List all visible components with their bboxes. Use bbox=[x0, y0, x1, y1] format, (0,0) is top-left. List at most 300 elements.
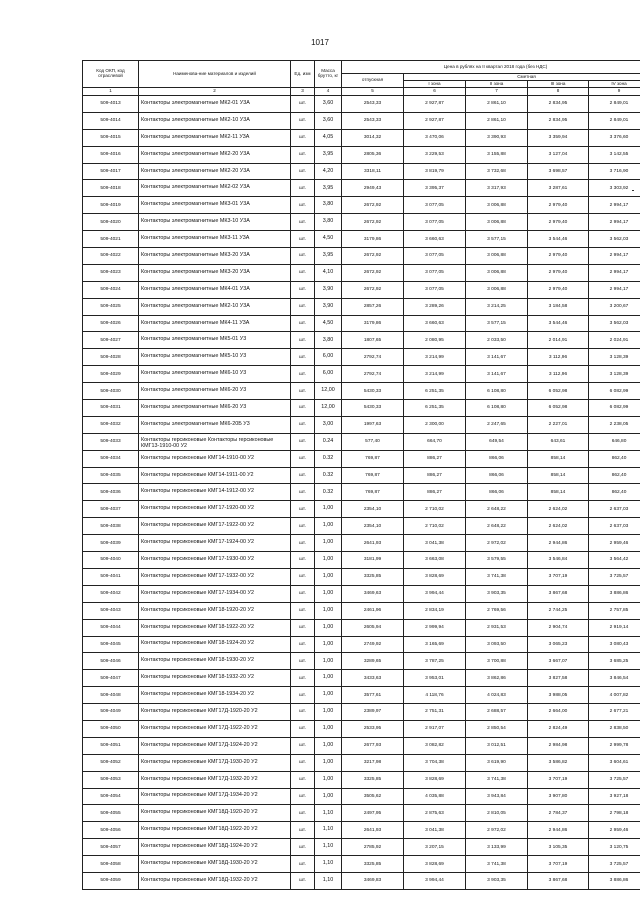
mass-cell: 1,00 bbox=[315, 653, 342, 670]
okp-code-cell: 509-4022 bbox=[83, 248, 139, 265]
zone-2-price-cell: 6 108,80 bbox=[466, 383, 528, 400]
item-name-cell: Контакторы герсиконовые КМГ14-1911-00 У2 bbox=[139, 467, 291, 484]
okp-code-cell: 509-4051 bbox=[83, 737, 139, 754]
zone-3-price-cell: 2 944,86 bbox=[528, 535, 589, 552]
release-price-cell: 2672,92 bbox=[342, 214, 404, 231]
unit-cell: шт. bbox=[291, 433, 315, 450]
zone-3-price-cell: 2 834,95 bbox=[528, 112, 589, 129]
release-price-cell: 5430,33 bbox=[342, 383, 404, 400]
item-name-cell: Контакторы электромагнитные МК2-20 У3А bbox=[139, 163, 291, 180]
release-price-cell: 2672,92 bbox=[342, 197, 404, 214]
mass-cell: 1,10 bbox=[315, 872, 342, 889]
item-name-cell: Контакторы герсиконовые КМГ18-1934-20 У2 bbox=[139, 687, 291, 704]
zone-4-price-cell: 3 562,03 bbox=[589, 315, 640, 332]
okp-code-cell: 509-4041 bbox=[83, 568, 139, 585]
zone-3-price-cell: 3 105,35 bbox=[528, 839, 589, 856]
item-name-cell: Контакторы электромагнитные МК3-20 У3А bbox=[139, 264, 291, 281]
release-price-cell: 1807,65 bbox=[342, 332, 404, 349]
zone-4-price-cell: 4 007,82 bbox=[589, 687, 640, 704]
unit-cell: шт. bbox=[291, 771, 315, 788]
mass-cell: 6,00 bbox=[315, 366, 342, 383]
okp-code-cell: 509-4032 bbox=[83, 416, 139, 433]
okp-code-cell: 509-4035 bbox=[83, 467, 139, 484]
okp-code-cell: 509-4058 bbox=[83, 856, 139, 873]
mass-cell: 3,60 bbox=[315, 112, 342, 129]
zone-4-price-cell: 2 838,50 bbox=[589, 720, 640, 737]
mass-cell: 0.32 bbox=[315, 467, 342, 484]
zone-2-price-cell: 4 024,83 bbox=[466, 687, 528, 704]
mass-cell: 4,20 bbox=[315, 163, 342, 180]
mass-cell: 3,80 bbox=[315, 332, 342, 349]
zone-3-price-cell: 2 979,40 bbox=[528, 197, 589, 214]
release-price-cell: 2389,97 bbox=[342, 704, 404, 721]
okp-code-cell: 509-4030 bbox=[83, 383, 139, 400]
zone-1-price-cell: 2 751,31 bbox=[404, 704, 466, 721]
item-name-cell: Контакторы герсиконовые КМГ17-1922-00 У2 bbox=[139, 518, 291, 535]
unit-cell: шт. bbox=[291, 163, 315, 180]
zone-4-price-cell: 2 994,17 bbox=[589, 281, 640, 298]
zone-3-price-cell: 2 784,37 bbox=[528, 805, 589, 822]
item-name-cell: Контакторы электромагнитные МК6-20Б У3 bbox=[139, 416, 291, 433]
okp-code-cell: 509-4034 bbox=[83, 450, 139, 467]
zone-1-price-cell: 4 035,88 bbox=[404, 788, 466, 805]
column-number: 7 bbox=[466, 88, 528, 96]
zone-2-price-cell: 2 972,02 bbox=[466, 822, 528, 839]
zone-4-price-cell: 6 082,99 bbox=[589, 383, 640, 400]
release-price-cell: 1997,63 bbox=[342, 416, 404, 433]
item-name-cell: Контакторы герсиконовые КМГ18-1932-20 У2 bbox=[139, 670, 291, 687]
unit-cell: шт. bbox=[291, 822, 315, 839]
unit-cell: шт. bbox=[291, 383, 315, 400]
zone-3-price-cell: 2 624,02 bbox=[528, 518, 589, 535]
zone-3-price-cell: 2 944,86 bbox=[528, 822, 589, 839]
okp-code-cell: 509-4040 bbox=[83, 552, 139, 569]
release-price-cell: 769,87 bbox=[342, 450, 404, 467]
unit-cell: шт. bbox=[291, 839, 315, 856]
okp-code-cell: 509-4016 bbox=[83, 146, 139, 163]
unit-cell: шт. bbox=[291, 231, 315, 248]
okp-code-cell: 509-4047 bbox=[83, 670, 139, 687]
table-row bbox=[83, 552, 640, 569]
mass-cell: 1,00 bbox=[315, 788, 342, 805]
table-row bbox=[83, 602, 640, 619]
zone-1-price-cell: 3 787,25 bbox=[404, 653, 466, 670]
release-price-cell: 2354,10 bbox=[342, 518, 404, 535]
zone-1-price-cell: 3 828,69 bbox=[404, 568, 466, 585]
table-row bbox=[83, 805, 640, 822]
unit-cell: шт. bbox=[291, 602, 315, 619]
zone-4-price-cell: 2 849,01 bbox=[589, 96, 640, 113]
zone-3-price-cell: 3 827,58 bbox=[528, 670, 589, 687]
zone-2-price-cell: 2 769,56 bbox=[466, 602, 528, 619]
zone-3-price-cell: 3 707,19 bbox=[528, 771, 589, 788]
table-row bbox=[83, 231, 640, 248]
zone-2-price-cell: 3 732,68 bbox=[466, 163, 528, 180]
zone-3-price-cell: 3 867,68 bbox=[528, 872, 589, 889]
table-header bbox=[83, 61, 640, 96]
unit-cell: шт. bbox=[291, 704, 315, 721]
item-name-cell: Контакторы электромагнитные МК2-10 У3А bbox=[139, 298, 291, 315]
release-price-cell: 2805,36 bbox=[342, 146, 404, 163]
mass-cell: 1,10 bbox=[315, 822, 342, 839]
unit-cell: шт. bbox=[291, 315, 315, 332]
item-name-cell: Контакторы герсиконовые КМГ17Д-1930-20 У2 bbox=[139, 754, 291, 771]
unit-cell: шт. bbox=[291, 501, 315, 518]
unit-cell: шт. bbox=[291, 349, 315, 366]
unit-cell: шт. bbox=[291, 585, 315, 602]
item-name-cell: Контакторы герсиконовые КМГ17Д-1932-20 У2 bbox=[139, 771, 291, 788]
zone-3-price-cell: 6 052,98 bbox=[528, 400, 589, 417]
release-price-cell: 577,40 bbox=[342, 433, 404, 450]
zone-4-price-cell: 2 677,21 bbox=[589, 704, 640, 721]
mass-cell: 4,10 bbox=[315, 264, 342, 281]
okp-code-cell: 509-4049 bbox=[83, 704, 139, 721]
item-name-cell: Контакторы электромагнитные МК4-01 У3А bbox=[139, 281, 291, 298]
mass-cell: 1,00 bbox=[315, 568, 342, 585]
zone-3-price-cell: 3 698,57 bbox=[528, 163, 589, 180]
zone-1-price-cell: 886,27 bbox=[404, 450, 466, 467]
release-price-cell: 2461,96 bbox=[342, 602, 404, 619]
zone-2-price-cell: 3 579,55 bbox=[466, 552, 528, 569]
okp-code-cell: 509-4028 bbox=[83, 349, 139, 366]
release-price-cell: 5430,33 bbox=[342, 400, 404, 417]
zone-3-price-cell: 858,14 bbox=[528, 467, 589, 484]
okp-code-cell: 509-4045 bbox=[83, 636, 139, 653]
release-price-cell: 2749,92 bbox=[342, 636, 404, 653]
table-row bbox=[83, 653, 640, 670]
zone-1-price-cell: 3 660,63 bbox=[404, 315, 466, 332]
table-row bbox=[83, 366, 640, 383]
zone-2-price-cell: 3 741,38 bbox=[466, 568, 528, 585]
zone-1-price-cell: 3 660,63 bbox=[404, 231, 466, 248]
release-price-cell: 2672,92 bbox=[342, 248, 404, 265]
zone-2-price-cell: 2 861,10 bbox=[466, 112, 528, 129]
zone-3-price-cell: 2 624,02 bbox=[528, 501, 589, 518]
zone-4-price-cell: 3 685,25 bbox=[589, 653, 640, 670]
mass-cell: 1,00 bbox=[315, 771, 342, 788]
release-price-cell: 2641,93 bbox=[342, 822, 404, 839]
unit-cell: шт. bbox=[291, 872, 315, 889]
zone-3-price-cell: 3 112,96 bbox=[528, 366, 589, 383]
item-name-cell: Контакторы герсиконовые КМГ18Д-1924-20 У2 bbox=[139, 839, 291, 856]
unit-cell: шт. bbox=[291, 416, 315, 433]
mass-cell: 3,00 bbox=[315, 416, 342, 433]
zone-4-price-cell: 646,80 bbox=[589, 433, 640, 450]
zone-2-price-cell: 3 390,93 bbox=[466, 129, 528, 146]
zone-1-price-cell: 6 251,35 bbox=[404, 400, 466, 417]
table-row bbox=[83, 467, 640, 484]
table-row bbox=[83, 96, 640, 113]
zone-4-price-cell: 2 994,17 bbox=[589, 264, 640, 281]
zone-1-price-cell: 3 819,79 bbox=[404, 163, 466, 180]
unit-cell: шт. bbox=[291, 332, 315, 349]
zone-2-price-cell: 3 943,84 bbox=[466, 788, 528, 805]
item-name-cell: Контакторы герсиконовые Контакторы герсиконовые КМГ13-1910-00 У2 bbox=[139, 433, 291, 450]
okp-code-cell: 509-4026 bbox=[83, 315, 139, 332]
zone-4-price-cell: 3 886,86 bbox=[589, 872, 640, 889]
zone-1-price-cell: 2 710,02 bbox=[404, 501, 466, 518]
item-name-cell: Контакторы герсиконовые КМГ17-1932-00 У2 bbox=[139, 568, 291, 585]
zone-3-price-cell: 3 546,84 bbox=[528, 552, 589, 569]
okp-code-cell: 509-4038 bbox=[83, 518, 139, 535]
price-table bbox=[82, 60, 640, 890]
table-row bbox=[83, 822, 640, 839]
mass-cell: 1,10 bbox=[315, 856, 342, 873]
zone-1-price-cell: 3 041,38 bbox=[404, 822, 466, 839]
unit-cell: шт. bbox=[291, 754, 315, 771]
mass-cell: 1,00 bbox=[315, 552, 342, 569]
table-row bbox=[83, 214, 640, 231]
zone-2-price-cell: 3 006,88 bbox=[466, 248, 528, 265]
zone-3-price-cell: 3 544,46 bbox=[528, 231, 589, 248]
zone-3-price-cell: 858,14 bbox=[528, 484, 589, 501]
okp-code-cell: 509-4055 bbox=[83, 805, 139, 822]
item-name-cell: Контакторы герсиконовые КМГ18Д-1930-20 У2 bbox=[139, 856, 291, 873]
zone-2-price-cell: 3 006,88 bbox=[466, 214, 528, 231]
okp-code-cell: 509-4039 bbox=[83, 535, 139, 552]
zone-2-price-cell: 3 155,88 bbox=[466, 146, 528, 163]
mass-cell: 1,00 bbox=[315, 754, 342, 771]
zone-2-price-cell: 3 141,67 bbox=[466, 349, 528, 366]
okp-code-cell: 509-4036 bbox=[83, 484, 139, 501]
zone-1-price-cell: 2 999,94 bbox=[404, 619, 466, 636]
zone-2-price-cell: 866,06 bbox=[466, 484, 528, 501]
release-price-cell: 3179,86 bbox=[342, 231, 404, 248]
table-row bbox=[83, 383, 640, 400]
zone-3-price-cell: 3 287,61 bbox=[528, 180, 589, 197]
zone-2-price-cell: 2 931,53 bbox=[466, 619, 528, 636]
column-number: 4 bbox=[315, 88, 342, 96]
zone-1-price-cell: 4 118,76 bbox=[404, 687, 466, 704]
release-price-cell: 3325,85 bbox=[342, 856, 404, 873]
zone-3-price-cell: 2 744,25 bbox=[528, 602, 589, 619]
zone-3-price-cell: 2 984,98 bbox=[528, 737, 589, 754]
zone-3-price-cell: 2 979,40 bbox=[528, 281, 589, 298]
item-name-cell: Контакторы герсиконовые КМГ17Д-1934-20 У2 bbox=[139, 788, 291, 805]
okp-code-cell: 509-4054 bbox=[83, 788, 139, 805]
zone-1-price-cell: 3 214,99 bbox=[404, 349, 466, 366]
unit-cell: шт. bbox=[291, 112, 315, 129]
item-name-cell: Контакторы электромагнитные МК6-20 У3 bbox=[139, 400, 291, 417]
zone-4-price-cell: 2 757,85 bbox=[589, 602, 640, 619]
table-row bbox=[83, 332, 640, 349]
zone-2-price-cell: 3 093,50 bbox=[466, 636, 528, 653]
table-row bbox=[83, 839, 640, 856]
zone-4-price-cell: 862,40 bbox=[589, 450, 640, 467]
zone-2-price-cell: 3 133,99 bbox=[466, 839, 528, 856]
header-zone-3: III зона bbox=[528, 81, 589, 88]
mass-cell: 3,80 bbox=[315, 214, 342, 231]
zone-1-price-cell: 886,27 bbox=[404, 484, 466, 501]
zone-1-price-cell: 3 704,38 bbox=[404, 754, 466, 771]
zone-1-price-cell: 886,27 bbox=[404, 467, 466, 484]
okp-code-cell: 509-4029 bbox=[83, 366, 139, 383]
unit-cell: шт. bbox=[291, 856, 315, 873]
zone-4-price-cell: 3 200,67 bbox=[589, 298, 640, 315]
zone-1-price-cell: 3 289,26 bbox=[404, 298, 466, 315]
mass-cell: 1,00 bbox=[315, 687, 342, 704]
mass-cell: 4,50 bbox=[315, 231, 342, 248]
table-row bbox=[83, 754, 640, 771]
zone-4-price-cell: 2 994,17 bbox=[589, 197, 640, 214]
column-number: 3 bbox=[291, 88, 315, 96]
table-row bbox=[83, 146, 640, 163]
zone-4-price-cell: 2 999,78 bbox=[589, 737, 640, 754]
header-zone-4: IV зона bbox=[589, 81, 640, 88]
zone-3-price-cell: 6 052,98 bbox=[528, 383, 589, 400]
release-price-cell: 2533,95 bbox=[342, 720, 404, 737]
zone-4-price-cell: 3 562,03 bbox=[589, 231, 640, 248]
mass-cell: 3,60 bbox=[315, 96, 342, 113]
release-price-cell: 2792,74 bbox=[342, 349, 404, 366]
okp-code-cell: 509-4042 bbox=[83, 585, 139, 602]
release-price-cell: 3577,61 bbox=[342, 687, 404, 704]
table-row bbox=[83, 704, 640, 721]
mass-cell: 1,00 bbox=[315, 720, 342, 737]
okp-code-cell: 509-4043 bbox=[83, 602, 139, 619]
zone-1-price-cell: 3 214,99 bbox=[404, 366, 466, 383]
item-name-cell: Контакторы электромагнитные МК5-01 У3 bbox=[139, 332, 291, 349]
okp-code-cell: 509-4037 bbox=[83, 501, 139, 518]
column-number: 6 bbox=[404, 88, 466, 96]
zone-1-price-cell: 3 082,82 bbox=[404, 737, 466, 754]
zone-1-price-cell: 3 229,53 bbox=[404, 146, 466, 163]
release-price-cell: 3179,86 bbox=[342, 315, 404, 332]
zone-3-price-cell: 3 127,04 bbox=[528, 146, 589, 163]
mass-cell: 1,00 bbox=[315, 670, 342, 687]
zone-2-price-cell: 2 648,22 bbox=[466, 518, 528, 535]
zone-3-price-cell: 858,14 bbox=[528, 450, 589, 467]
table-row bbox=[83, 484, 640, 501]
item-name-cell: Контакторы электромагнитные МК3-01 У3А bbox=[139, 197, 291, 214]
column-number: 9 bbox=[589, 88, 640, 96]
zone-1-price-cell: 3 470,06 bbox=[404, 129, 466, 146]
zone-2-price-cell: 2 972,02 bbox=[466, 535, 528, 552]
release-price-cell: 3289,65 bbox=[342, 653, 404, 670]
okp-code-cell: 509-4018 bbox=[83, 180, 139, 197]
release-price-cell: 2792,74 bbox=[342, 366, 404, 383]
unit-cell: шт. bbox=[291, 214, 315, 231]
release-price-cell: 2543,33 bbox=[342, 112, 404, 129]
release-price-cell: 3469,63 bbox=[342, 585, 404, 602]
okp-code-cell: 509-4023 bbox=[83, 264, 139, 281]
table-row bbox=[83, 872, 640, 889]
zone-4-price-cell: 2 849,01 bbox=[589, 112, 640, 129]
zone-4-price-cell: 2 959,46 bbox=[589, 822, 640, 839]
zone-1-price-cell: 6 251,35 bbox=[404, 383, 466, 400]
zone-1-price-cell: 2 834,19 bbox=[404, 602, 466, 619]
zone-3-price-cell: 2 979,40 bbox=[528, 264, 589, 281]
zone-2-price-cell: 3 577,15 bbox=[466, 231, 528, 248]
zone-4-price-cell: 3 142,55 bbox=[589, 146, 640, 163]
release-price-cell: 2672,92 bbox=[342, 281, 404, 298]
zone-1-price-cell: 3 828,69 bbox=[404, 771, 466, 788]
item-name-cell: Контакторы герсиконовые КМГ18Д-1922-20 У2 bbox=[139, 822, 291, 839]
okp-code-cell: 509-4024 bbox=[83, 281, 139, 298]
mass-cell: 1,00 bbox=[315, 518, 342, 535]
release-price-cell: 3505,62 bbox=[342, 788, 404, 805]
mass-cell: 0.32 bbox=[315, 450, 342, 467]
zone-3-price-cell: 3 184,58 bbox=[528, 298, 589, 315]
okp-code-cell: 509-4013 bbox=[83, 96, 139, 113]
mass-cell: 3,95 bbox=[315, 180, 342, 197]
mass-cell: 1,00 bbox=[315, 535, 342, 552]
okp-code-cell: 509-4050 bbox=[83, 720, 139, 737]
item-name-cell: Контакторы герсиконовые КМГ18-1930-20 У2 bbox=[139, 653, 291, 670]
mass-cell: 1,00 bbox=[315, 619, 342, 636]
table-row bbox=[83, 788, 640, 805]
item-name-cell: Контакторы электромагнитные МК2-11 У3А bbox=[139, 129, 291, 146]
zone-2-price-cell: 3 903,35 bbox=[466, 872, 528, 889]
item-name-cell: Контакторы герсиконовые КМГ18-1924-20 У2 bbox=[139, 636, 291, 653]
zone-4-price-cell: 3 080,43 bbox=[589, 636, 640, 653]
unit-cell: шт. bbox=[291, 805, 315, 822]
zone-4-price-cell: 2 238,05 bbox=[589, 416, 640, 433]
zone-1-price-cell: 3 994,44 bbox=[404, 585, 466, 602]
header-zone-2: II зона bbox=[466, 81, 528, 88]
table-row bbox=[83, 720, 640, 737]
table-row bbox=[83, 585, 640, 602]
release-price-cell: 2949,43 bbox=[342, 180, 404, 197]
release-price-cell: 2354,10 bbox=[342, 501, 404, 518]
zone-2-price-cell: 2 033,50 bbox=[466, 332, 528, 349]
zone-2-price-cell: 3 741,38 bbox=[466, 771, 528, 788]
table-row bbox=[83, 197, 640, 214]
release-price-cell: 3318,11 bbox=[342, 163, 404, 180]
table-row bbox=[83, 771, 640, 788]
zone-3-price-cell: 3 112,96 bbox=[528, 349, 589, 366]
zone-3-price-cell: 2 904,74 bbox=[528, 619, 589, 636]
okp-code-cell: 509-4053 bbox=[83, 771, 139, 788]
table-row bbox=[83, 112, 640, 129]
okp-code-cell: 509-4019 bbox=[83, 197, 139, 214]
mass-cell: 6,00 bbox=[315, 349, 342, 366]
zone-2-price-cell: 2 247,65 bbox=[466, 416, 528, 433]
zone-1-price-cell: 3 953,01 bbox=[404, 670, 466, 687]
okp-code-cell: 509-4057 bbox=[83, 839, 139, 856]
column-numbers-row bbox=[83, 88, 640, 96]
edge-mark bbox=[632, 190, 634, 191]
mass-cell: 12,00 bbox=[315, 383, 342, 400]
item-name-cell: Контакторы герсиконовые КМГ14-1912-00 У2 bbox=[139, 484, 291, 501]
header-zone-1: I зона bbox=[404, 81, 466, 88]
zone-3-price-cell: 2 664,00 bbox=[528, 704, 589, 721]
zone-2-price-cell: 649,54 bbox=[466, 433, 528, 450]
mass-cell: 4,05 bbox=[315, 129, 342, 146]
table-row bbox=[83, 264, 640, 281]
zone-3-price-cell: 643,61 bbox=[528, 433, 589, 450]
table-row bbox=[83, 619, 640, 636]
header-name: Наименова-ние материалов и изделий bbox=[139, 61, 291, 88]
unit-cell: шт. bbox=[291, 281, 315, 298]
okp-code-cell: 509-4048 bbox=[83, 687, 139, 704]
item-name-cell: Контакторы электромагнитные МК3-20 У3А bbox=[139, 248, 291, 265]
okp-code-cell: 509-4044 bbox=[83, 619, 139, 636]
release-price-cell: 3325,85 bbox=[342, 771, 404, 788]
zone-3-price-cell: 3 667,07 bbox=[528, 653, 589, 670]
zone-3-price-cell: 2 979,40 bbox=[528, 248, 589, 265]
zone-3-price-cell: 3 544,46 bbox=[528, 315, 589, 332]
mass-cell: 1,00 bbox=[315, 602, 342, 619]
zone-1-price-cell: 2 917,07 bbox=[404, 720, 466, 737]
table-row bbox=[83, 501, 640, 518]
zone-1-price-cell: 3 077,05 bbox=[404, 281, 466, 298]
unit-cell: шт. bbox=[291, 264, 315, 281]
unit-cell: шт. bbox=[291, 568, 315, 585]
table-row bbox=[83, 670, 640, 687]
table-row bbox=[83, 535, 640, 552]
zone-3-price-cell: 2 227,01 bbox=[528, 416, 589, 433]
